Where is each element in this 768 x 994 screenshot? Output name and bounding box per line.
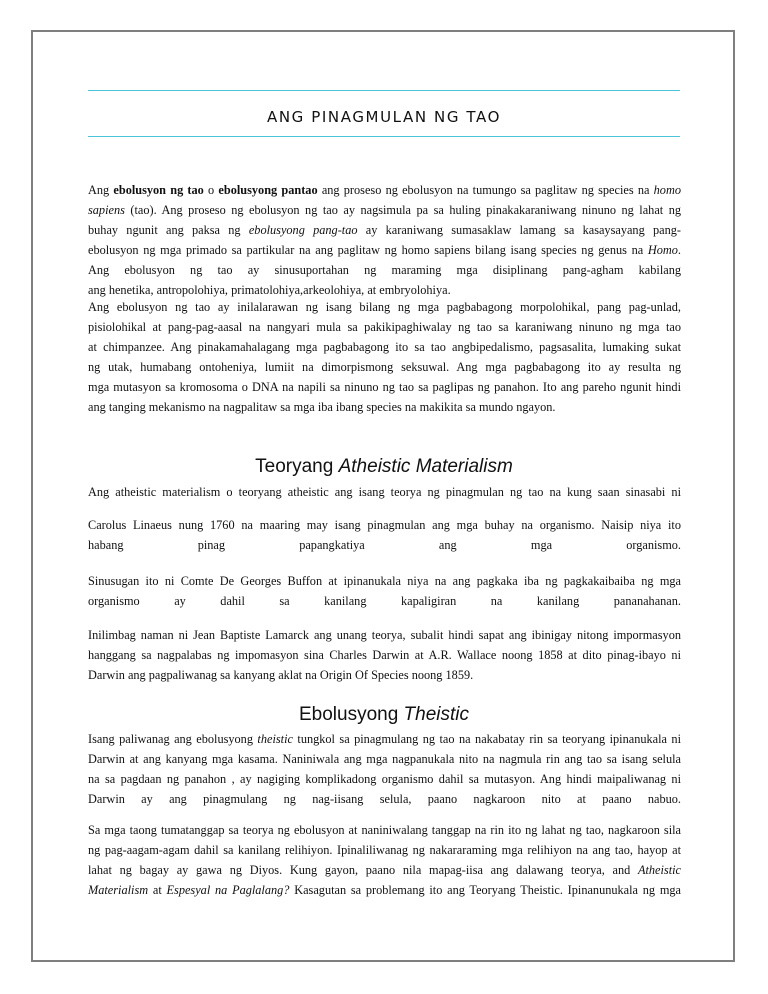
section-atheistic-body — [88, 482, 681, 502]
text-line: hanggang sa nagpalabas ng impomasyon sina Charles Darwin at A.R. Wallace noong 1858 at dito pinag-ibayo ni — [88, 648, 681, 662]
text-line: pisiolohikal at pang-pag-aasal na nangyari mula sa pakikipaghiwalay ng tao sa karaniwang ninuno ng mga tao — [88, 320, 681, 334]
title-rule-bottom — [88, 136, 680, 137]
text-line: Materialism at Espesyal na Paglalang? Kasagutan sa problemang ito ang Teoryang Theistic. Ipinanunukala ng mga — [88, 883, 681, 897]
text-line: ebolusyon ng mga primado sa partikular na ang paglitaw ng homo sapiens bilang isang species ng genus na Homo. — [88, 243, 681, 257]
text-line: habang pinag papangkatiya ang mga organismo. — [88, 538, 681, 552]
page-title: ANG PINAGMULAN NG TAO — [266, 108, 502, 126]
text-line: Inilimbag naman ni Jean Baptiste Lamarck ang unang teorya, subalit hindi sapat ang ibinigay nitong impormasyon — [88, 628, 681, 642]
paragraph-changes — [88, 297, 681, 417]
section-theistic-religion — [88, 820, 681, 900]
text-line: mga mutasyon sa kromosoma o DNA na napili sa ninuno ng tao sa paglipas ng panahon. Ito ang pareho ngunit hindi — [88, 380, 681, 394]
text-line: lahat ng bagay ay gawa ng Diyos. Kung gayon, paano nila mapag-iisa ang dalawang teorya, and Atheistic — [88, 863, 681, 877]
title-rule-top — [88, 90, 680, 91]
section-atheistic-buffon — [88, 571, 681, 611]
section-atheistic-linaeus — [88, 515, 681, 555]
text-line: sapiens (tao). Ang proseso ng ebolusyon ng tao ay nagsimula pa sa huling pinakakaraniwang ninuno ng lahat ng — [88, 203, 681, 217]
text-line: Ang ebolusyon ng tao o ebolusyong pantao ang proseso ng ebolusyon na tumungo sa paglitaw ng species na homo — [88, 183, 681, 197]
text-line: Ang ebolusyon ng tao ay sinusuportahan ng maraming mga disiplinang pang-agham kabilang — [88, 263, 681, 277]
paragraph-intro — [88, 180, 681, 300]
text-line: Sa mga taong tumatanggap sa teorya ng ebolusyon at naniniwalang tanggap na rin ito ng lahat ng tao, nagkaroon sila — [88, 823, 681, 837]
text-line: ang tanging mekanismo na nagpalitaw sa mga iba ibang species na makikita sa mundo ngayon. — [88, 400, 556, 414]
text-line: Sinusugan ito ni Comte De Georges Buffon at ipinanukala niya na ang pagkaka iba ng pagkakaibaiba ng mga — [88, 574, 681, 588]
text-line: ng utak, humabang ontoheniya, lumiit na dimorpismong seksuwal. Ang mga pagbabagong ito ay resulta ng — [88, 360, 681, 374]
text-line: Isang paliwanag ang ebolusyong theistic tungkol sa pinagmulang ng tao na nakabatay rin sa teoryang ipinanukala ni — [88, 732, 681, 746]
text-line: Ang atheistic materialism o teoryang atheistic ang isang teorya ng pinagmulan ng tao na kung saan sinasabi ni — [88, 485, 681, 499]
text-line: buhay ngunit ang paksa ng ebolusyong pang-tao ay karaniwang sumasaklaw lamang sa kasaysayang pang- — [88, 223, 681, 237]
text-line: Darwin ang pagpaliwanag sa kanyang aklat na Origin Of Species noong 1859. — [88, 668, 474, 682]
text-line: Ang ebolusyon ng tao ay inilalarawan ng isang bilang ng mga pagbabagong morpolohikal, pang pag-unlad, — [88, 300, 681, 314]
text-line: ang henetika, antropolohiya, primatolohiya,arkeolohiya, at embryolohiya. — [88, 283, 451, 297]
section-heading-theistic: Ebolusyong Theistic — [298, 704, 470, 725]
section-heading-atheistic: Teoryang Atheistic Materialism — [255, 456, 513, 477]
text-line: Darwin at ang kanyang mga kasama. Naniniwala ang mga nagpanukala nito na nagmula rin ang tao sa isang selula — [88, 752, 681, 766]
text-line: na sa pagdaan ng panahon , ay nagiging komplikadong organismo dahil sa mutasyon. Ang hindi maipaliwanag ni — [88, 772, 681, 786]
text-line: Carolus Linaeus nung 1760 na maaring may isang pinagmulan ang mga buhay na organismo. Naisip niya ito — [88, 518, 681, 532]
text-line: at chimpanzee. Ang pinakamahalagang mga pagbabagong ito sa tao angbipedalismo, pagsasalita, lumaking sukat — [88, 340, 681, 354]
text-line: Darwin ay ang pinagmulang ng nag-iisang selula, paano nagkaroon nito at paano nabuo. — [88, 792, 681, 806]
text-line: ng pag-aagam-agam dahil sa kanilang relihiyon. Ipinaliliwanag ng nakararaming mga relihiyon na ang tao, hayop at — [88, 843, 681, 857]
text-line: organismo ay dahil sa kanilang kapaligiran na kanilang pananahanan. — [88, 594, 681, 608]
section-atheistic-lamarck — [88, 625, 681, 685]
section-theistic-body — [88, 729, 681, 809]
